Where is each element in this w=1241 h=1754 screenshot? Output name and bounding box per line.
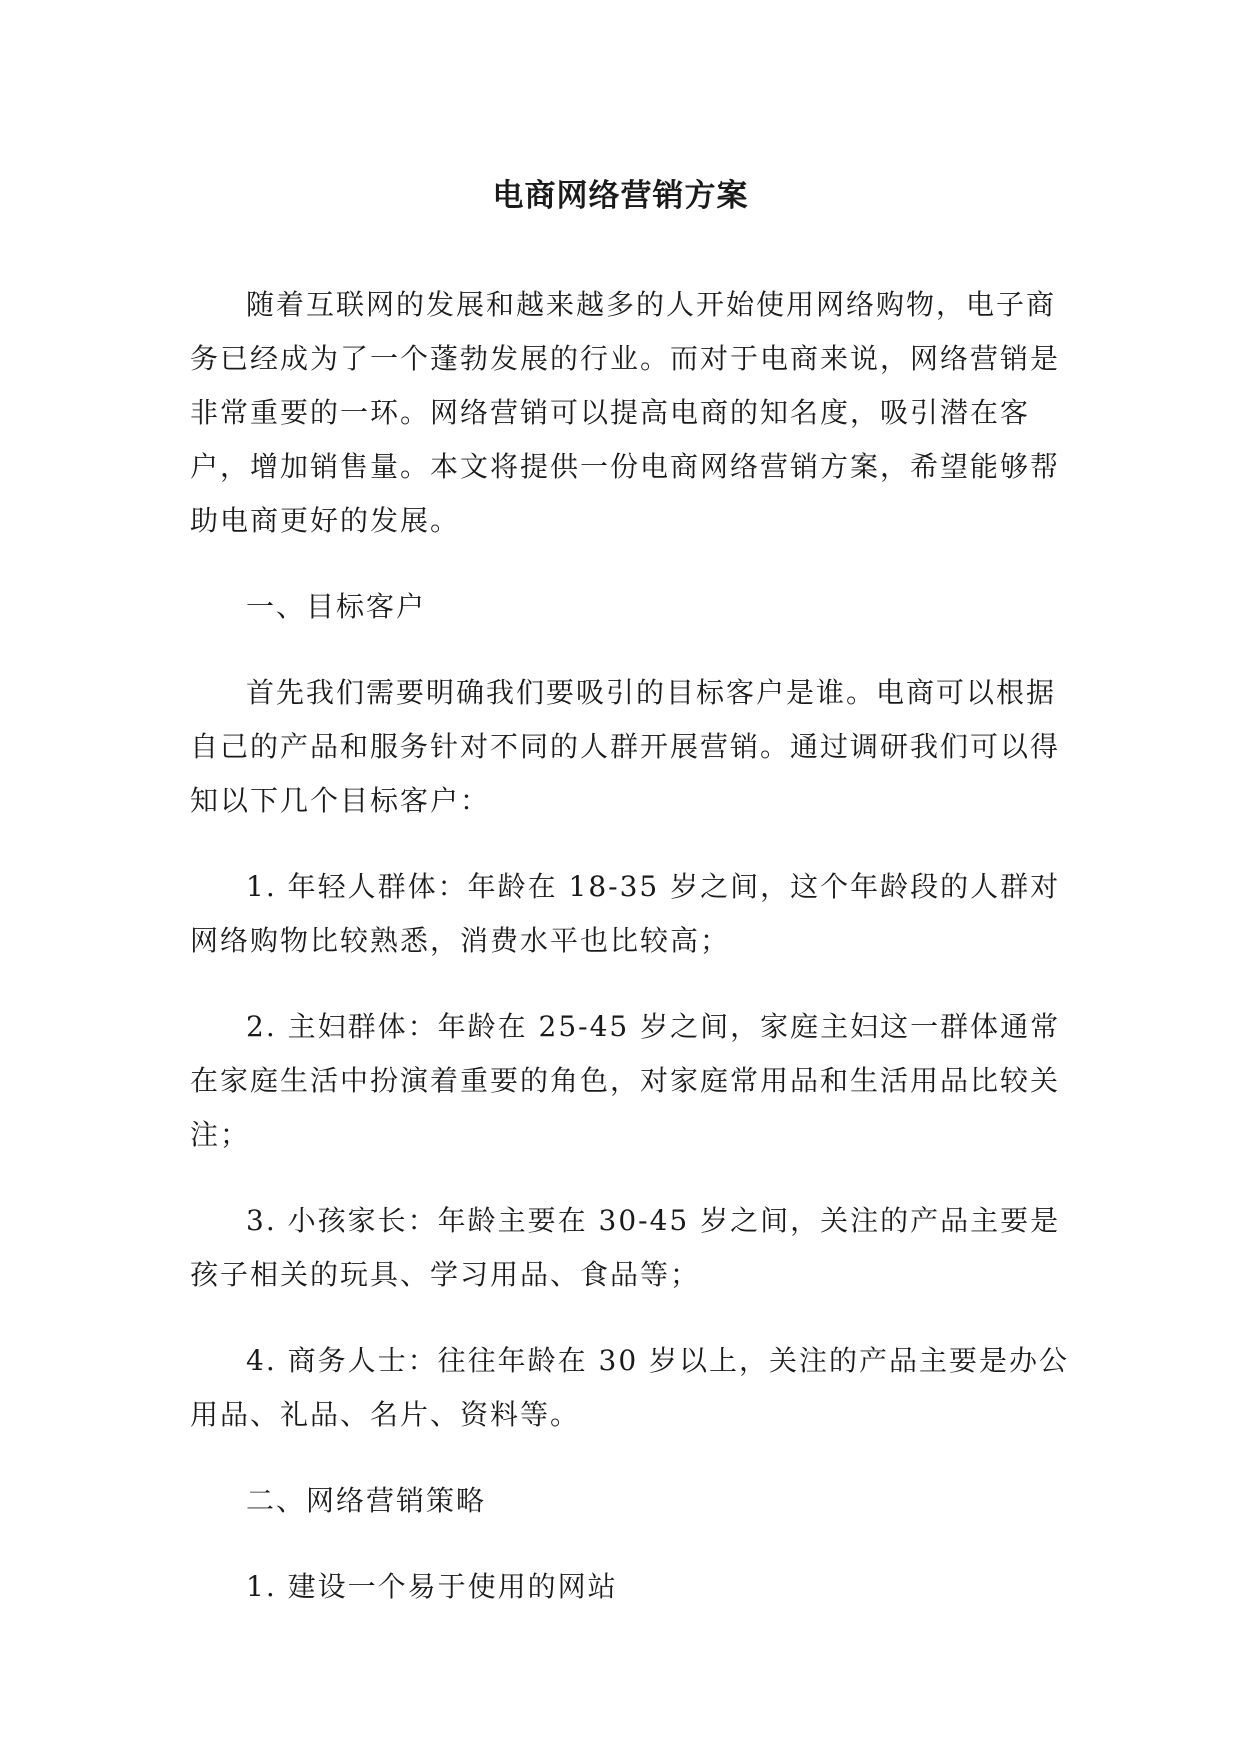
section-heading-target-customers: 一、目标客户 [246,590,427,623]
document-body [190,278,1070,1646]
list-item-young-people: 1. 年轻人群体：年龄在 18-35 岁之间，这个年龄段的人群对网络购物比较熟悉，消费水平也比较高； [190,870,1061,957]
section-heading-marketing-strategy: 二、网络营销策略 [246,1484,487,1517]
target-customers-intro: 首先我们需要明确我们要吸引的目标客户是谁。电商可以根据自己的产品和服务针对不同的人群开展营销。通过调研我们可以得知以下几个目标客户： [190,676,1061,817]
list-item-business-people: 4. 商务人士：往往年龄在 30 岁以上，关注的产品主要是办公用品、礼品、名片、资料等。 [190,1344,1070,1431]
intro-paragraph: 随着互联网的发展和越来越多的人开始使用网络购物，电子商务已经成为了一个蓬勃发展的行业。而对于电商来说，网络营销是非常重要的一环。网络营销可以提高电商的知名度，吸引潜在客户，增加销售量。本文将提供一份电商网络营销方案，希望能够帮助电商更好的发展。 [190,288,1061,537]
list-item-housewives: 2. 主妇群体：年龄在 25-45 岁之间，家庭主妇这一群体通常在家庭生活中扮演着重要的角色，对家庭常用品和生活用品比较关注； [190,1010,1061,1151]
strategy-item-website: 1. 建设一个易于使用的网站 [246,1570,618,1603]
list-item-parents: 3. 小孩家长：年龄主要在 30-45 岁之间，关注的产品主要是孩子相关的玩具、学习用品、食品等； [190,1204,1061,1291]
document-title: 电商网络营销方案 [492,178,749,214]
